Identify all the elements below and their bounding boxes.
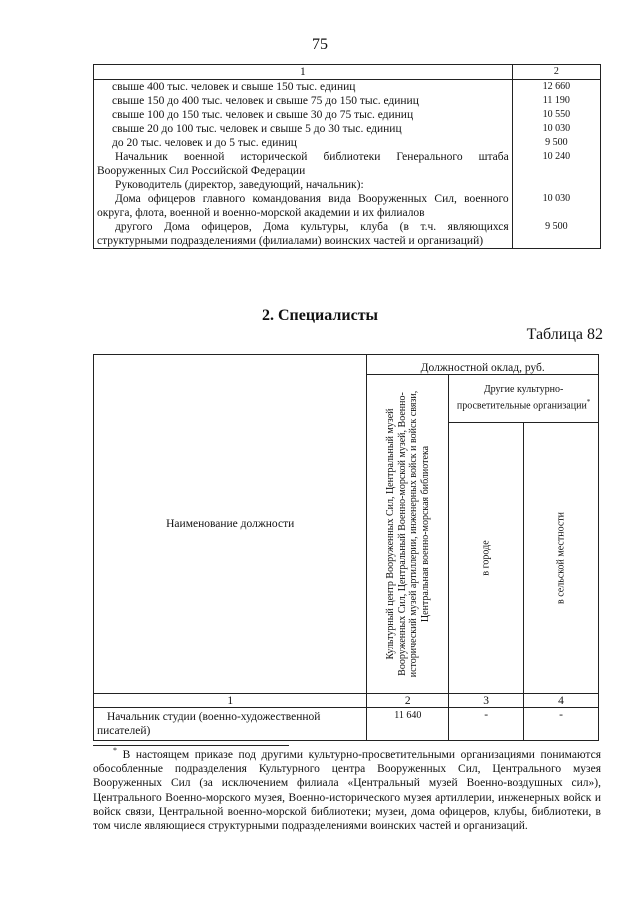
position-name: Руководитель (директор, заведующий, начальник): — [94, 178, 513, 192]
rural-header — [524, 423, 599, 694]
footnote-separator — [93, 745, 289, 746]
salary-value: 10 030 — [512, 122, 600, 136]
specialists-salary-table — [93, 354, 599, 741]
footnote — [93, 748, 601, 833]
column-number-2: 2 — [367, 694, 449, 708]
central-header-line: Вооруженных Сил, Центральный Военно-морской музей, Военно- — [396, 392, 408, 676]
rural-header-text: в сельской местности — [555, 512, 567, 604]
page-number: 75 — [312, 36, 328, 53]
central-salary-value: 11 640 — [367, 708, 449, 741]
table-row — [94, 220, 601, 249]
table-row — [94, 80, 601, 95]
salary-value: 11 190 — [512, 94, 600, 108]
central-institutions-header-text — [385, 391, 431, 677]
salary-value: 9 500 — [512, 136, 600, 150]
city-header-text: в городе — [480, 540, 492, 576]
table-row — [94, 192, 601, 220]
other-orgs-header-text: Другие культурно-просветительные организации — [456, 384, 587, 412]
section-title: 2. Специалисты — [261, 307, 379, 324]
table-row — [94, 94, 601, 108]
salary-value — [512, 178, 600, 192]
central-header-line: Центральная военно-морская библиотека — [419, 445, 431, 623]
salary-header: Должностной оклад, руб. — [367, 355, 599, 375]
column-number-1: 1 — [94, 65, 513, 80]
central-header-line: Культурный центр Вооруженных Сил, Центральный музей — [384, 408, 396, 660]
column-numbers-row — [94, 694, 599, 708]
salary-value: 9 500 — [512, 220, 600, 249]
table-row — [94, 150, 601, 178]
position-name: до 20 тыс. человек и до 5 тыс. единиц — [94, 136, 513, 150]
position-name: Начальник студии (военно-художественной писателей) — [94, 708, 367, 741]
table-row — [94, 136, 601, 150]
position-name: свыше 100 до 150 тыс. человек и свыше 30 до 75 тыс. единиц — [94, 108, 513, 122]
position-name: свыше 20 до 100 тыс. человек и свыше 5 до 30 тыс. единиц — [94, 122, 513, 136]
position-name: свыше 150 до 400 тыс. человек и свыше 75 до 150 тыс. единиц — [94, 94, 513, 108]
table-row — [94, 178, 601, 192]
continued-salary-table — [93, 64, 601, 249]
position-name: другого Дома офицеров, Дома культуры, клуба (в т.ч. являющихся структурными подразделениями (филиалами) воинских частей и организаций) — [94, 220, 513, 249]
table-row — [94, 108, 601, 122]
salary-value: 10 550 — [512, 108, 600, 122]
footnote-star: * — [113, 746, 117, 756]
position-name-header: Наименование должности — [94, 355, 367, 694]
column-number-2: 2 — [512, 65, 600, 80]
column-number-3: 3 — [449, 694, 524, 708]
column-number-4: 4 — [524, 694, 599, 708]
salary-value: 10 240 — [512, 150, 600, 178]
footnote-mark: * — [586, 398, 591, 407]
table-label: Таблица 82 — [526, 326, 603, 343]
city-header — [449, 423, 524, 694]
position-name: свыше 400 тыс. человек и свыше 150 тыс. единиц — [94, 80, 513, 95]
footnote-text: В настоящем приказе под другими культурно-просветительными организациями понимаются обособленные подразделения Культурного центра Вооруженных Сил, Центрального музея Вооруженных Сил (за исключением филиала «Центральный музей Военно-воздушных сил»), Центрального Военно-морского музея, Военно-исторического музея артиллерии, инженерных войск и войск связи, Центральной военно-морской библиотеки; музеи, дома офицеров, клубы, библиотеки, в том числе являющиеся структурными подразделениями воинских частей и организаций. — [93, 749, 601, 833]
central-header-line: исторический музей артиллерии, инженерных войск и войск связи, — [407, 390, 419, 678]
rural-salary-value: - — [524, 708, 599, 741]
table-row — [94, 122, 601, 136]
salary-value: 10 030 — [512, 192, 600, 220]
position-name: Начальник военной исторической библиотеки Генерального штаба Вооруженных Сил Российской Федерации — [94, 150, 513, 178]
city-salary-value: - — [449, 708, 524, 741]
other-orgs-header — [449, 375, 599, 423]
salary-value: 12 660 — [512, 80, 600, 95]
column-number-1: 1 — [94, 694, 367, 708]
table-row — [94, 708, 599, 741]
position-name: Дома офицеров главного командования вида Вооруженных Сил, военного округа, флота, военной и военно-морской академии и их филиалов — [94, 192, 513, 220]
table-header-row — [94, 65, 601, 80]
central-institutions-header — [367, 375, 449, 694]
